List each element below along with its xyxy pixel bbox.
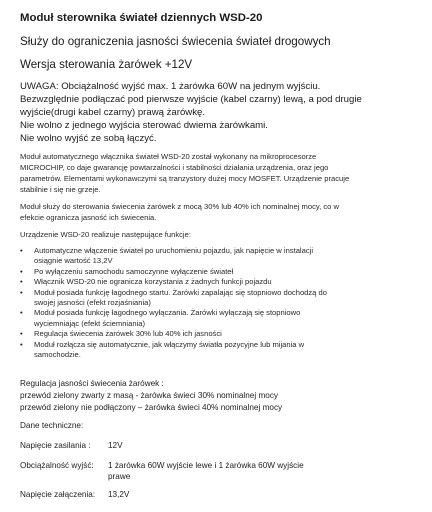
function-line: Regulacja świecenia żarówek 30% lub 40% ich jasności xyxy=(34,329,222,339)
function-line: Włącznik WSD-20 nie ogranicza korzystania z żadnych funkcji pojazdu xyxy=(34,277,272,287)
list-item xyxy=(20,246,327,267)
function-line: Moduł posiada funkcję łagodnego wyłączania. Żarówki wyłączają się stopniowo xyxy=(34,308,301,318)
function-line: Automatyczne włączenie świateł po uruchomieniu pojazdu, jak napięcie w instalacji xyxy=(34,246,314,255)
bullet-icon: • xyxy=(20,308,23,318)
list-item xyxy=(20,329,327,339)
regulation-heading: Regulacja jasności świecenia żarówek : xyxy=(20,379,164,388)
subtitle: Służy do ograniczenia jasności świecenia świateł drogowych xyxy=(20,35,331,48)
version-line: Wersja sterowania żarówek +12V xyxy=(20,58,193,71)
function-line: Po wyłączeniu samochodu samoczynne wyłączenie świateł xyxy=(34,266,234,276)
list-item xyxy=(20,308,327,329)
page-title: Moduł sterownika świateł dziennych WSD-20 xyxy=(20,12,263,24)
purpose-line: Moduł służy do sterowania świeceniа żarówek z mocą 30% lub 40% ich nominalnej mocy, co w xyxy=(20,202,339,211)
spec-value: 13,2V xyxy=(108,490,130,499)
warning-line: wyjście(drugi kabel czarny) prawą żarówkę. xyxy=(20,107,206,118)
bullet-icon: • xyxy=(20,287,23,297)
list-item xyxy=(20,267,327,277)
tech-heading: Dane techniczne: xyxy=(20,421,84,430)
spec-label: Obciążalność wyjść: xyxy=(20,461,94,470)
function-line: samochodzie. xyxy=(34,350,81,360)
regulation-line: przewód zielony nie podłączony – żarówka świeci 40% nominalnej mocy xyxy=(20,403,283,412)
list-item xyxy=(20,277,327,287)
spec-value: 12V xyxy=(108,441,123,450)
bullet-icon: • xyxy=(20,246,23,255)
intro-line: parametrów. Elementami wykonawczymi są tranzystory dużej mocy MOSFET. Urządzenie pracuje xyxy=(20,174,350,183)
warning-line: Bezwzględnie podłączać pod pierwsze wyjście (kabel czarny) lewą, a pod drugie xyxy=(20,94,362,105)
bullet-icon: • xyxy=(20,329,23,339)
functions-heading: Urządzenie WSD-20 realizuje następujące funkcje: xyxy=(20,230,191,239)
function-line: Moduł rozłącza się automatycznie, jak włączymy światła pozycyjne lub mijania w xyxy=(34,339,305,349)
spec-label: Napięcie zasilania : xyxy=(20,441,91,450)
warning-line: Nie wolno z jednego wyjścia sterować dwiema żarówkami. xyxy=(20,120,268,131)
bullet-icon: • xyxy=(20,339,23,349)
function-line: swojej jasności (efekt rozjaśniania) xyxy=(34,298,151,308)
bullet-icon: • xyxy=(20,266,23,276)
function-line: wyciemniając (efekt ściemniania) xyxy=(34,318,145,328)
spec-value: 1 żarówka 60W wyjście lewe i 1 żarówka 60W wyjście xyxy=(108,461,304,470)
intro-line: stabilnie i się nie grzeje. xyxy=(20,185,101,194)
intro-line: Moduł automatycznego włącznika świateł WSD-20 został wykonany na mikroprocesorze xyxy=(20,152,317,161)
function-line: osiągnie wartość 13,2V xyxy=(34,256,113,266)
regulation-line: przewód zielony zwarty z masą - żarówka świeci 30% nominalnej mocy xyxy=(20,391,279,400)
list-item xyxy=(20,288,327,309)
bullet-icon: • xyxy=(20,277,23,287)
list-item xyxy=(20,340,327,361)
functions-list xyxy=(20,246,327,360)
purpose-line: efekcie ogranicza jasność ich świecenia. xyxy=(20,213,157,222)
function-line: Moduł posiada funkcję łagodnego startu. Żarówki zapalając się stopniowo dochodzą do xyxy=(34,287,327,297)
spec-label: Napięcie załączenia: xyxy=(20,490,96,499)
intro-line: MICROCHIP, co daje gwarancję powtarzalności i stabilności działania urządzenia, oraz jego xyxy=(20,163,329,172)
warning-line: UWAGA: Obciążalność wyjść max. 1 żarówka 60W na jednym wyjściu. xyxy=(20,81,321,92)
spec-value: prawe xyxy=(108,472,131,481)
warning-line: Nie wolno wyjść ze sobą łączyć. xyxy=(20,133,157,144)
